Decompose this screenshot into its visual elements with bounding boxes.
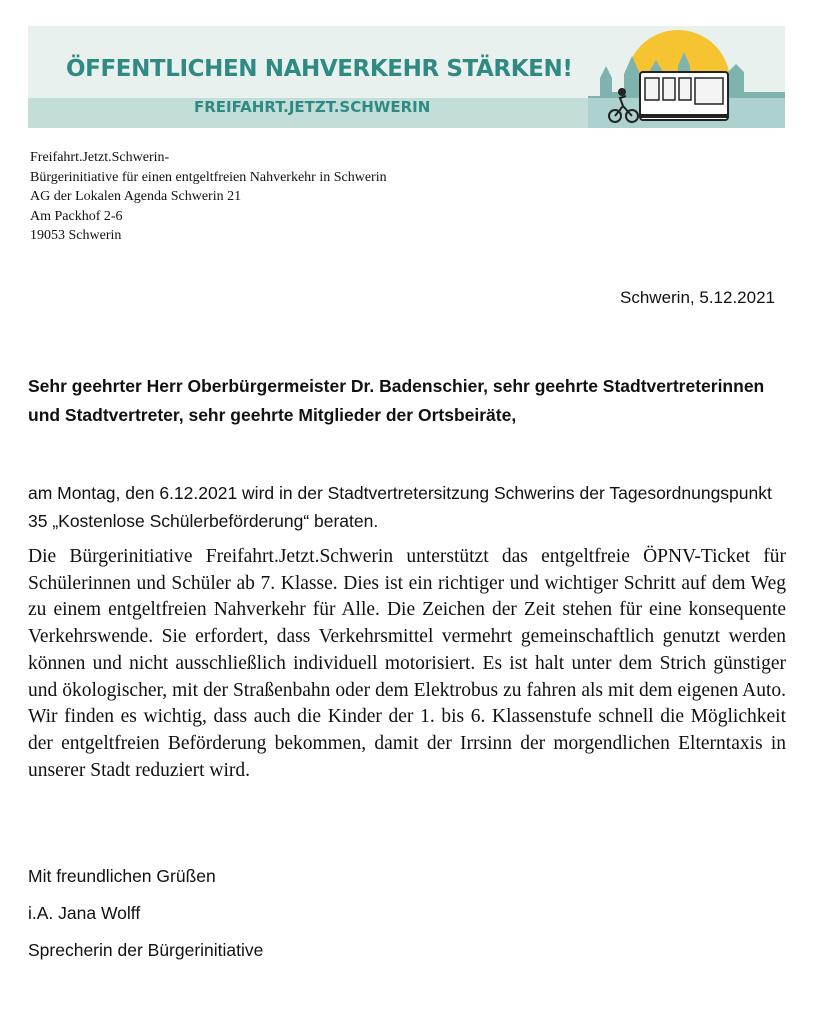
sender-line-agenda: AG der Lokalen Agenda Schwerin 21 — [30, 189, 242, 204]
signer-role: Sprecherin der Bürgerinitiative — [28, 940, 264, 960]
banner-title: ÖFFENTLICHEN NAHVERKEHR STÄRKEN! — [66, 56, 573, 82]
sender-line-initiative: Bürgerinitiative für einen entgeltfreien Nahverkehr in Schwerin — [30, 169, 387, 185]
sender-line-street: Am Packhof 2-6 — [30, 208, 123, 224]
sender-line-organization: Freifahrt.Jetzt.Schwerin- — [30, 150, 170, 165]
closing-greeting: Mit freundlichen Grüßen — [28, 866, 216, 886]
sender-line-city: 19053 Schwerin — [30, 228, 122, 243]
bus-icon — [640, 72, 728, 120]
letter-date: Schwerin, 5.12.2021 — [620, 288, 775, 307]
intro-paragraph: am Montag, den 6.12.2021 wird in der Stadtvertretersitzung Schwerins der Tagesordnungspunkt 35 „Kostenlose Schülerbeförderung“ beraten. — [28, 483, 772, 531]
header-banner — [28, 26, 785, 128]
banner-subtitle: FREIFAHRT.JETZT.SCHWERIN — [194, 98, 431, 116]
salutation: Sehr geehrter Herr Oberbürgermeister Dr. Badenschier, sehr geehrte Stadtvertreterinnen und Stadtvertreter, sehr geehrte Mitglieder der Ortsbeiräte, — [28, 376, 765, 425]
signer-name: i.A. Jana Wolff — [28, 903, 141, 923]
sender-address — [30, 148, 387, 246]
body-paragraph: Die Bürgerinitiative Freifahrt.Jetzt.Schwerin unterstützt das entgeltfreie ÖPNV-Ticket für Schülerinnen und Schüler ab 7. Klasse. Dies ist ein richtiger und wichtiger Schritt auf dem Weg zu einem entgeltfreien Nahverkehr für Alle. Die Zeichen der Zeit stehen für eine konsequente Verkehrswende. Sie erfordert, dass Verkehrsmittel vermehrt gemeinschaftlich genutzt werden können und nicht ausschließlich individuell motorisiert. Es ist halt unter dem Strich günstiger und ökologischer, mit der Straßenbahn oder dem Elektrobus zu fahren als mit dem eigenen Auto. Wir finden es wichtig, dass auch die Kinder der 1. bis 6. Klassenstufe schnell die Möglichkeit der entgeltfreien Beförderung bekommen, damit der Irrsinn der morgendlichen Elterntaxis in unserer Stadt reduziert wird. — [28, 546, 786, 781]
